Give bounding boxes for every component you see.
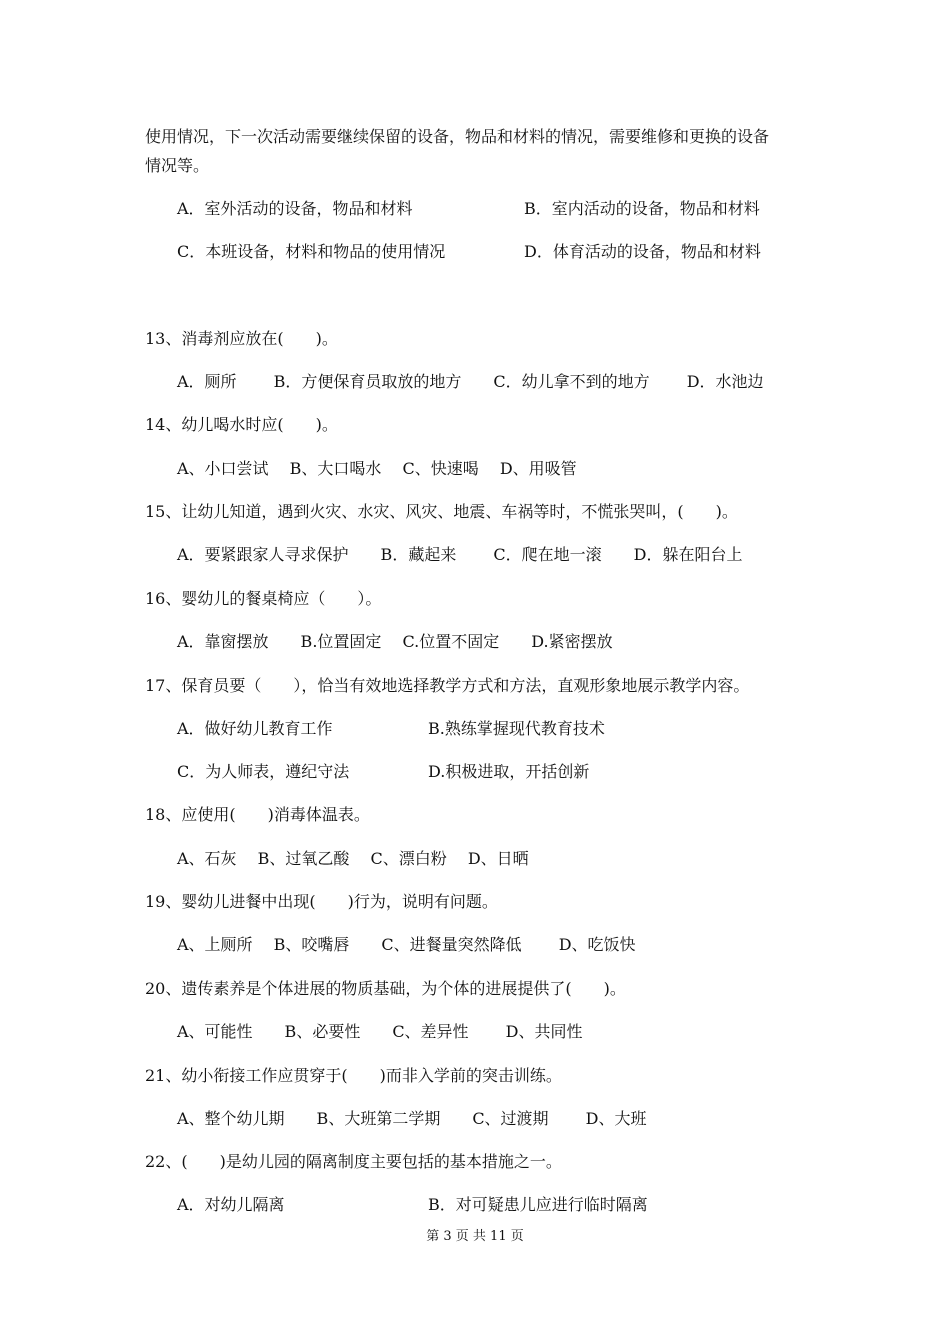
question-17-option-c: C．为人师表，遵纪守法 [177,762,350,781]
question-22-option-a: A．对幼儿隔离 [177,1195,285,1214]
question-17-option-b: B.熟练掌握现代教育技术 [428,719,605,738]
question-13-options: A．厕所 B．方便保育员取放的地方 C．幼儿拿不到的地方 D．水池边 [177,372,764,391]
question-22-option-b: B．对可疑患儿应进行临时隔离 [428,1195,648,1214]
intro-line-1: 使用情况，下一次活动需要继续保留的设备，物品和材料的情况，需要维修和更换的设备 [145,127,770,146]
page-footer: 第 3 页 共 11 页 [426,1229,524,1244]
question-18-options: A、石灰 B、过氧乙酸 C、漂白粉 D、日晒 [177,849,529,868]
intro-option-d: D．体育活动的设备，物品和材料 [524,242,761,261]
question-14: 14、幼儿喝水时应( )。 [145,415,338,434]
question-17-option-d: D.积极进取，开括创新 [428,762,590,781]
intro-option-b: B．室内活动的设备，物品和材料 [524,199,760,218]
question-17-option-a: A．做好幼儿教育工作 [177,719,333,738]
intro-option-a: A．室外活动的设备，物品和材料 [177,199,413,218]
question-21: 21、幼小衔接工作应贯穿于( )而非入学前的突击训练。 [145,1066,562,1085]
question-22: 22、( )是幼儿园的隔离制度主要包括的基本措施之一。 [145,1152,562,1171]
question-16-options: A．靠窗摆放 B.位置固定 C.位置不固定 D.紧密摆放 [177,632,613,651]
intro-line-2: 情况等。 [145,156,210,175]
question-15-options: A．要紧跟家人寻求保护 B．藏起来 C．爬在地一滚 D．躲在阳台上 [177,545,743,564]
question-21-options: A、整个幼儿期 B、大班第二学期 C、过渡期 D、大班 [177,1109,647,1128]
question-14-options: A、小口尝试 B、大口喝水 C、快速喝 D、用吸管 [177,459,577,478]
intro-option-c: C．本班设备，材料和物品的使用情况 [177,242,446,261]
question-20-options: A、可能性 B、必要性 C、差异性 D、共同性 [177,1022,583,1041]
question-18: 18、应使用( )消毒体温表。 [145,805,370,824]
question-20: 20、遗传素养是个体进展的物质基础，为个体的进展提供了( )。 [145,979,626,998]
question-19: 19、婴幼儿进餐中出现( )行为，说明有问题。 [145,892,498,911]
question-16: 16、婴幼儿的餐桌椅应（ ）。 [145,589,382,608]
question-13: 13、消毒剂应放在( )。 [145,329,338,348]
question-15: 15、让幼儿知道，遇到火灾、水灾、风灾、地震、车祸等时，不慌张哭叫，( )。 [145,502,738,521]
question-19-options: A、上厕所 B、咬嘴唇 C、进餐量突然降低 D、吃饭快 [177,935,636,954]
question-17: 17、保育员要（ ），恰当有效地选择教学方式和方法，直观形象地展示教学内容。 [145,676,750,695]
